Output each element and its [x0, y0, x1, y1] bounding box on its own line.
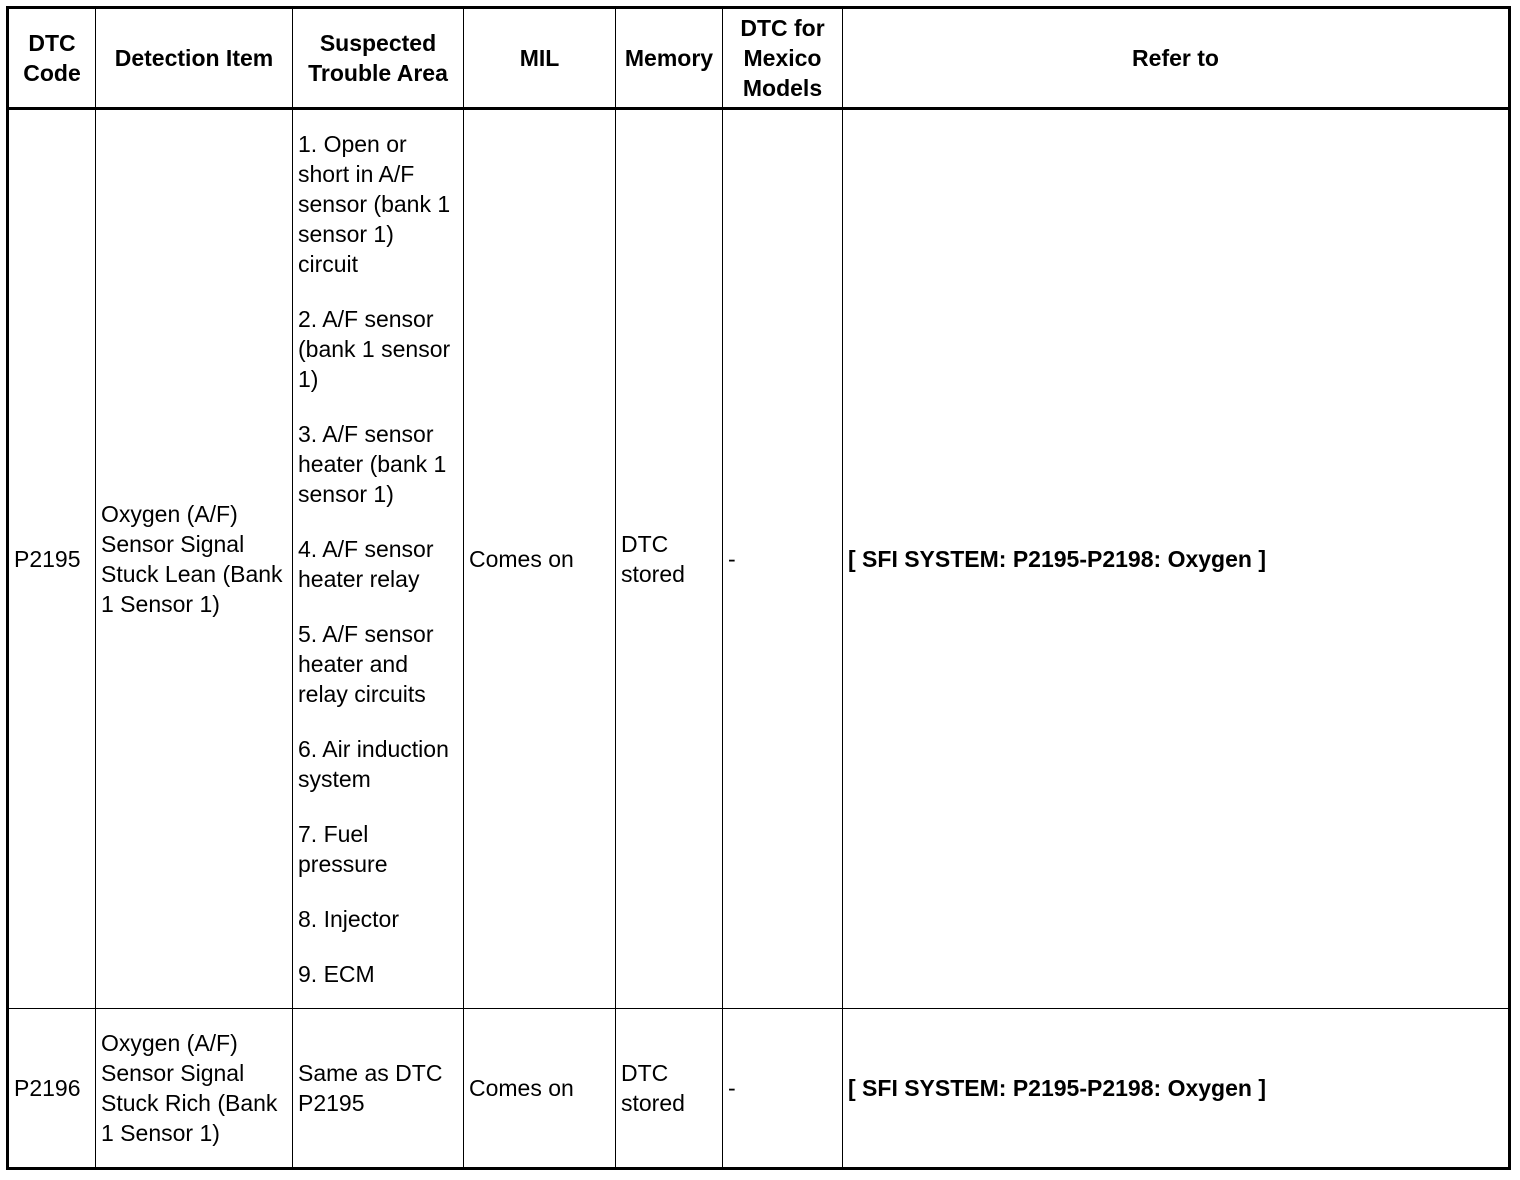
table-row: [8, 1009, 1510, 1169]
mil-cell: Comes on: [464, 1009, 616, 1169]
header-suspected-trouble-area: Suspected Trouble Area: [293, 8, 464, 109]
dtc-code-cell: P2195: [8, 109, 96, 1009]
mil-cell: Comes on: [464, 109, 616, 1009]
header-memory: Memory: [616, 8, 723, 109]
dtc-mexico-cell: -: [723, 109, 843, 1009]
memory-cell: DTC stored: [616, 109, 723, 1009]
header-dtc-mexico: DTC for Mexico Models: [723, 8, 843, 109]
detection-item-cell: Oxygen (A/F) Sensor Signal Stuck Lean (Bank 1 Sensor 1): [96, 109, 293, 1009]
dtc-mexico-cell: -: [723, 1009, 843, 1169]
header-detection-item: Detection Item: [96, 8, 293, 109]
dtc-table-container: [6, 6, 1508, 1174]
suspected-trouble-area-cell: Same as DTC P2195: [293, 1009, 464, 1169]
table-header-row: [8, 8, 1510, 109]
trouble-area-item: 7. Fuel pressure: [298, 821, 388, 877]
suspected-trouble-area-cell: [293, 109, 464, 1009]
trouble-area-item: 8. Injector: [298, 906, 399, 932]
header-refer-to: Refer to: [843, 8, 1510, 109]
trouble-area-item: 6. Air induction system: [298, 736, 449, 792]
memory-cell: DTC stored: [616, 1009, 723, 1169]
trouble-area-item: 4. A/F sensor heater relay: [298, 536, 434, 592]
header-mil: MIL: [464, 8, 616, 109]
dtc-code-cell: P2196: [8, 1009, 96, 1169]
dtc-table: [6, 6, 1511, 1170]
refer-to-link[interactable]: [ SFI SYSTEM: P2195-P2198: Oxygen ]: [843, 109, 1510, 1009]
table-row: [8, 109, 1510, 1009]
trouble-area-item: 9. ECM: [298, 961, 375, 987]
trouble-area-item: 2. A/F sensor (bank 1 sensor 1): [298, 306, 451, 392]
trouble-area-item: 1. Open or short in A/F sensor (bank 1 sensor 1) circuit: [298, 131, 451, 277]
detection-item-cell: Oxygen (A/F) Sensor Signal Stuck Rich (Bank 1 Sensor 1): [96, 1009, 293, 1169]
header-dtc-code: DTC Code: [8, 8, 96, 109]
trouble-area-item: 3. A/F sensor heater (bank 1 sensor 1): [298, 421, 447, 507]
trouble-area-item: 5. A/F sensor heater and relay circuits: [298, 621, 434, 707]
refer-to-link[interactable]: [ SFI SYSTEM: P2195-P2198: Oxygen ]: [843, 1009, 1510, 1169]
